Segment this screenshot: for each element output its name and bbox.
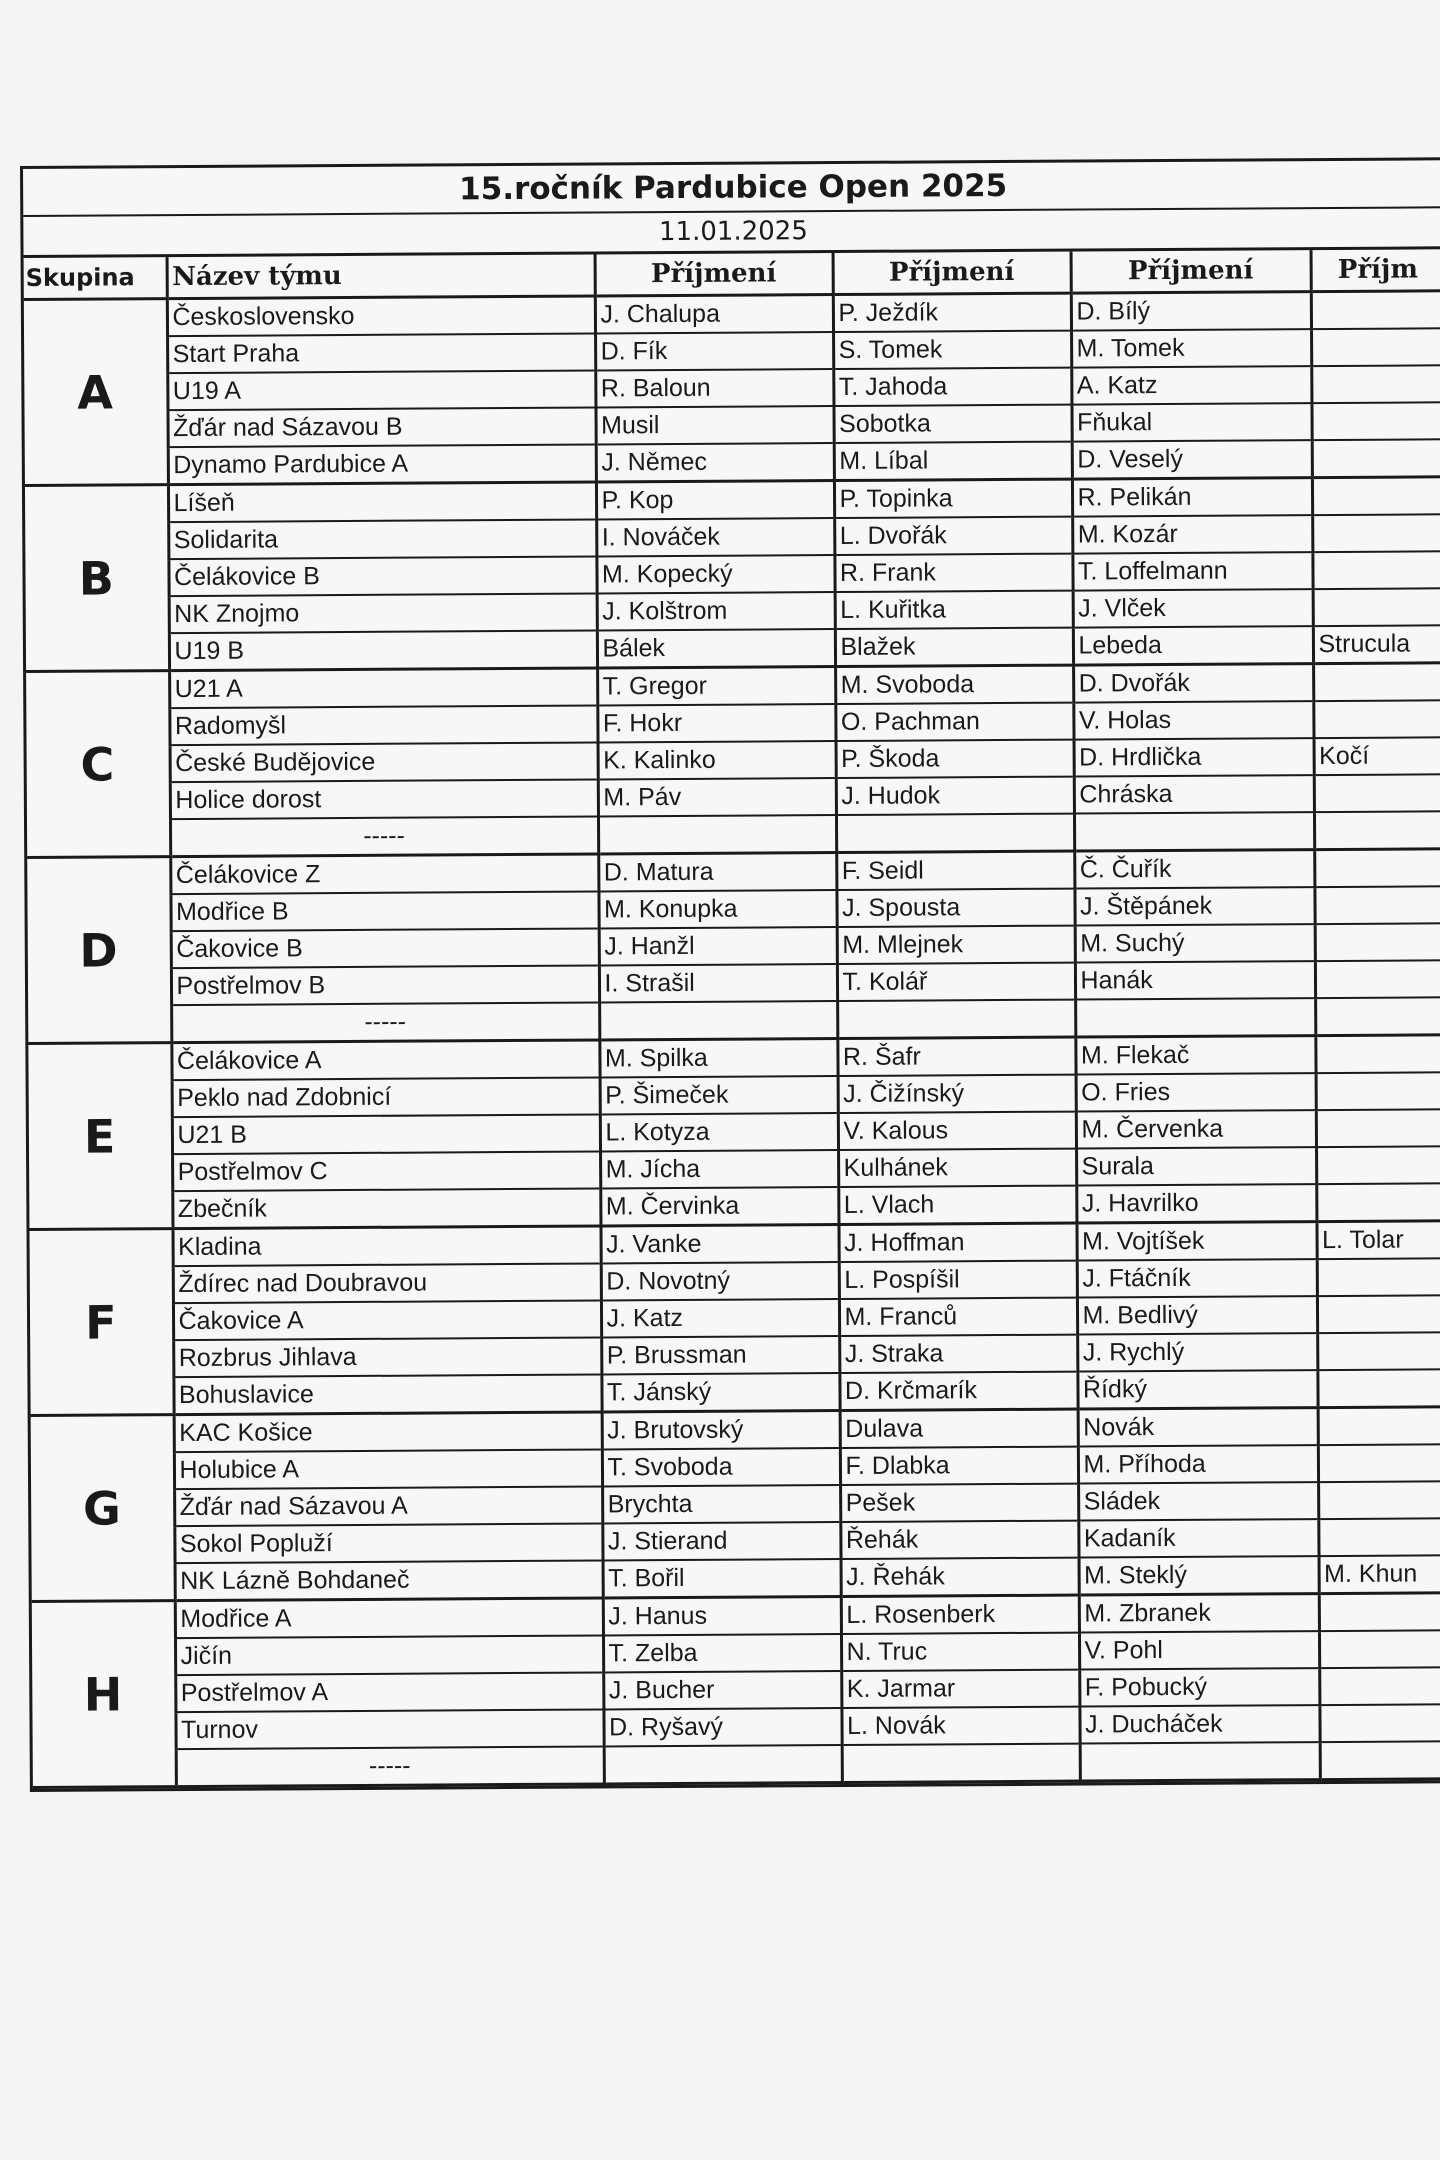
player-3-cell: V. Holas — [1073, 701, 1313, 739]
team-name-cell: ----- — [171, 1002, 599, 1042]
player-3-cell: D. Veselý — [1072, 440, 1312, 479]
player-4-cell — [1319, 1667, 1440, 1705]
player-1-cell: M. Páv — [598, 778, 836, 816]
schedule-document — [20, 157, 1440, 1792]
player-2-cell: J. Hoffman — [838, 1223, 1076, 1262]
team-name-cell: Radomyšl — [169, 705, 597, 745]
player-2-cell: L. Vlach — [838, 1186, 1076, 1225]
player-1-cell: I. Strašil — [599, 964, 837, 1002]
team-name-cell: Čakovice A — [173, 1300, 601, 1340]
team-name-cell: Čakovice B — [171, 928, 599, 968]
player-1-cell: M. Konupka — [598, 890, 836, 928]
player-4-cell — [1315, 1035, 1440, 1073]
player-3-cell: J. Ftáčník — [1077, 1259, 1317, 1297]
player-2-cell: T. Jahoda — [833, 368, 1071, 406]
team-name-cell: Rozbrus Jihlava — [173, 1337, 601, 1377]
team-name-cell: ----- — [176, 1746, 604, 1786]
document-title: 15.ročník Pardubice Open 2025 — [23, 160, 1440, 217]
group-label: D — [27, 857, 171, 1044]
player-1-cell: M. Jícha — [600, 1150, 838, 1188]
player-3-cell: D. Bílý — [1071, 292, 1311, 331]
team-name-cell: Modřice A — [175, 1598, 603, 1638]
team-name-cell: U21 A — [169, 668, 597, 708]
groups-table — [24, 249, 1440, 1789]
player-4-cell — [1315, 923, 1440, 961]
team-name-cell: Postřelmov B — [171, 965, 599, 1005]
player-4-cell — [1312, 439, 1440, 477]
player-2-cell: D. Krčmarík — [839, 1372, 1077, 1411]
player-1-cell: J. Chalupa — [595, 295, 833, 334]
player-4-cell — [1312, 477, 1440, 515]
player-1-cell: K. Kalinko — [598, 741, 836, 779]
player-1-cell: J. Hanžl — [599, 927, 837, 965]
team-name-cell: ----- — [170, 816, 598, 856]
team-name-cell: Start Praha — [167, 333, 595, 373]
player-1-cell: P. Šimeček — [600, 1076, 838, 1114]
player-3-cell — [1075, 998, 1315, 1037]
team-name-cell: Holice dorost — [170, 779, 598, 819]
player-2-cell: M. Líbal — [834, 442, 1072, 481]
team-name-cell: Postřelmov C — [172, 1151, 600, 1191]
player-3-cell: D. Dvořák — [1073, 664, 1313, 703]
player-3-cell: M. Suchý — [1075, 924, 1315, 962]
header-surname-1: Příjmení — [595, 253, 833, 296]
player-4-cell: Kočí — [1314, 737, 1440, 775]
player-3-cell: J. Ducháček — [1079, 1705, 1319, 1743]
team-name-cell: Čelákovice Z — [170, 854, 598, 894]
team-name-cell: U19 A — [167, 370, 595, 410]
player-2-cell: F. Dlabka — [840, 1447, 1078, 1485]
team-name-cell: Peklo nad Zdobnicí — [172, 1077, 600, 1117]
header-surname-4: Příjm — [1311, 249, 1440, 291]
player-4-cell — [1317, 1258, 1440, 1296]
player-1-cell: T. Jánský — [601, 1373, 839, 1412]
player-3-cell: Chráska — [1074, 775, 1314, 813]
player-3-cell: Hanák — [1075, 961, 1315, 999]
player-4-cell — [1316, 1109, 1440, 1147]
team-name-cell: KAC Košice — [174, 1412, 602, 1452]
team-name-cell: Žďár nad Sázavou B — [167, 407, 595, 447]
player-3-cell: A. Katz — [1071, 366, 1311, 404]
player-1-cell: T. Zelba — [603, 1634, 841, 1672]
player-2-cell: K. Jarmar — [841, 1670, 1079, 1708]
player-1-cell: Brychta — [602, 1485, 840, 1523]
player-1-cell: M. Spilka — [599, 1039, 837, 1078]
team-name-cell: NK Lázně Bohdaneč — [175, 1560, 603, 1600]
team-name-cell: Zbečník — [172, 1188, 600, 1228]
player-1-cell: T. Gregor — [597, 667, 835, 706]
header-team-name: Název týmu — [167, 254, 595, 298]
player-1-cell: J. Brutovský — [602, 1411, 840, 1450]
player-1-cell — [598, 815, 836, 854]
player-2-cell: L. Pospíšil — [839, 1261, 1077, 1299]
player-2-cell: J. Čižínský — [838, 1075, 1076, 1113]
player-3-cell: M. Flekač — [1075, 1036, 1315, 1075]
player-1-cell: L. Kotyza — [600, 1113, 838, 1151]
player-2-cell: J. Hudok — [836, 777, 1074, 815]
player-3-cell: M. Příhoda — [1078, 1445, 1318, 1483]
player-1-cell: F. Hokr — [597, 704, 835, 742]
document-date: 11.01.2025 — [23, 208, 1440, 258]
player-3-cell: M. Bedlivý — [1077, 1296, 1317, 1334]
player-3-cell: M. Červenka — [1076, 1110, 1316, 1148]
player-4-cell — [1311, 402, 1440, 440]
team-name-cell: NK Znojmo — [169, 593, 597, 633]
player-4-cell — [1318, 1407, 1440, 1445]
player-3-cell — [1080, 1742, 1320, 1781]
player-4-cell — [1315, 997, 1440, 1035]
player-3-cell — [1074, 812, 1314, 851]
player-2-cell — [842, 1744, 1080, 1783]
player-4-cell: M. Khun — [1319, 1555, 1440, 1593]
team-name-cell: Modřice B — [170, 891, 598, 931]
player-2-cell: T. Kolář — [837, 963, 1075, 1001]
group-label: A — [24, 299, 168, 486]
player-4-cell — [1318, 1518, 1440, 1556]
player-2-cell: F. Seidl — [836, 851, 1074, 890]
player-3-cell: M. Steklý — [1079, 1556, 1319, 1595]
player-4-cell — [1313, 663, 1440, 701]
player-2-cell: L. Dvořák — [834, 517, 1072, 555]
group-label: E — [28, 1043, 172, 1230]
player-4-cell — [1319, 1593, 1440, 1631]
player-4-cell — [1314, 811, 1440, 849]
player-1-cell: T. Bořil — [603, 1559, 841, 1598]
player-3-cell: D. Hrdlička — [1074, 738, 1314, 776]
player-3-cell: T. Loffelmann — [1072, 552, 1312, 590]
player-2-cell: P. Škoda — [836, 740, 1074, 778]
player-3-cell: V. Pohl — [1079, 1631, 1319, 1669]
team-name-cell: Žďár nad Sázavou A — [174, 1486, 602, 1526]
player-3-cell: O. Fries — [1076, 1073, 1316, 1111]
player-3-cell: J. Rychlý — [1077, 1333, 1317, 1371]
player-2-cell: Pešek — [840, 1484, 1078, 1522]
player-3-cell: M. Tomek — [1071, 329, 1311, 367]
header-group: Skupina — [24, 257, 167, 299]
team-name-cell: Ždírec nad Doubravou — [173, 1263, 601, 1303]
player-4-cell — [1312, 551, 1440, 589]
team-name-cell: České Budějovice — [170, 742, 598, 782]
header-surname-2: Příjmení — [833, 252, 1071, 295]
player-1-cell: J. Kolštrom — [597, 592, 835, 630]
player-1-cell — [604, 1745, 842, 1784]
team-name-cell: Čelákovice A — [171, 1040, 599, 1080]
table-row — [33, 1741, 1440, 1787]
player-1-cell: D. Fík — [595, 332, 833, 370]
player-1-cell: J. Hanus — [603, 1597, 841, 1636]
player-3-cell: M. Kozár — [1072, 515, 1312, 553]
player-2-cell — [837, 1000, 1075, 1039]
player-1-cell: M. Červinka — [600, 1187, 838, 1226]
player-2-cell: N. Truc — [841, 1633, 1079, 1671]
team-name-cell: Líšeň — [168, 482, 596, 522]
team-name-cell: Dynamo Pardubice A — [168, 444, 596, 484]
group-label: H — [32, 1601, 176, 1788]
player-4-cell — [1313, 588, 1440, 626]
player-4-cell — [1316, 1146, 1440, 1184]
player-3-cell: Surala — [1076, 1147, 1316, 1185]
group-label: C — [26, 671, 170, 858]
team-name-cell: Turnov — [175, 1709, 603, 1749]
player-4-cell — [1315, 960, 1440, 998]
team-name-cell: Čelákovice B — [168, 556, 596, 596]
player-1-cell: J. Bucher — [603, 1671, 841, 1709]
player-2-cell: M. Mlejnek — [837, 926, 1075, 964]
header-surname-3: Příjmení — [1071, 250, 1311, 293]
player-2-cell: Blažek — [835, 628, 1073, 667]
team-name-cell: Kladina — [172, 1226, 600, 1266]
player-4-cell — [1320, 1741, 1440, 1779]
player-2-cell: L. Kuřitka — [835, 591, 1073, 629]
player-4-cell — [1312, 514, 1440, 552]
player-2-cell: M. Franců — [839, 1298, 1077, 1336]
player-1-cell: Musil — [595, 406, 833, 444]
player-2-cell: J. Straka — [839, 1335, 1077, 1373]
player-3-cell: R. Pelikán — [1072, 478, 1312, 517]
player-1-cell — [599, 1001, 837, 1040]
player-3-cell: Řídký — [1077, 1370, 1317, 1409]
player-4-cell — [1317, 1332, 1440, 1370]
player-4-cell — [1319, 1630, 1440, 1668]
player-4-cell — [1313, 700, 1440, 738]
player-2-cell: Dulava — [840, 1409, 1078, 1448]
table-body — [24, 291, 1440, 1788]
player-4-cell — [1319, 1704, 1440, 1742]
player-3-cell: Novák — [1078, 1408, 1318, 1447]
player-1-cell: J. Katz — [601, 1299, 839, 1337]
player-1-cell: P. Brussman — [601, 1336, 839, 1374]
player-4-cell — [1316, 1183, 1440, 1221]
player-4-cell — [1311, 291, 1440, 329]
player-1-cell: P. Kop — [596, 481, 834, 520]
player-4-cell — [1318, 1481, 1440, 1519]
player-2-cell: M. Svoboda — [835, 665, 1073, 704]
player-2-cell: J. Řehák — [841, 1558, 1079, 1597]
player-3-cell: Kadaník — [1078, 1519, 1318, 1557]
player-3-cell: J. Vlček — [1073, 589, 1313, 627]
team-name-cell: Sokol Popluží — [174, 1523, 602, 1563]
player-2-cell: R. Šafr — [837, 1037, 1075, 1076]
player-2-cell: J. Spousta — [836, 889, 1074, 927]
player-2-cell: S. Tomek — [833, 331, 1071, 369]
player-1-cell: I. Nováček — [596, 518, 834, 556]
player-2-cell: P. Ježdík — [833, 293, 1071, 332]
player-4-cell — [1317, 1295, 1440, 1333]
player-3-cell: M. Vojtíšek — [1076, 1222, 1316, 1261]
player-4-cell — [1314, 774, 1440, 812]
player-4-cell — [1311, 365, 1440, 403]
player-4-cell — [1311, 328, 1440, 366]
player-2-cell: V. Kalous — [838, 1112, 1076, 1150]
player-4-cell — [1314, 886, 1440, 924]
player-3-cell: J. Havrilko — [1076, 1184, 1316, 1223]
player-2-cell — [836, 814, 1074, 853]
player-2-cell: Kulhánek — [838, 1149, 1076, 1187]
player-3-cell: Fňukal — [1071, 403, 1311, 441]
player-1-cell: Bálek — [597, 629, 835, 668]
player-1-cell: D. Ryšavý — [603, 1708, 841, 1746]
player-2-cell: O. Pachman — [835, 703, 1073, 741]
player-3-cell: J. Štěpánek — [1074, 887, 1314, 925]
team-name-cell: Holubice A — [174, 1449, 602, 1489]
player-4-cell: Strucula — [1313, 625, 1440, 663]
player-1-cell: J. Vanke — [600, 1225, 838, 1264]
team-name-cell: U21 B — [172, 1114, 600, 1154]
player-1-cell: R. Baloun — [595, 369, 833, 407]
player-3-cell: M. Zbranek — [1079, 1594, 1319, 1633]
team-name-cell: Československo — [167, 296, 595, 336]
player-4-cell — [1316, 1072, 1440, 1110]
player-1-cell: M. Kopecký — [596, 555, 834, 593]
group-label: G — [31, 1415, 175, 1602]
player-3-cell: Č. Čuřík — [1074, 850, 1314, 889]
team-name-cell: Solidarita — [168, 519, 596, 559]
player-1-cell: D. Matura — [598, 853, 836, 892]
player-2-cell: L. Novák — [841, 1707, 1079, 1745]
player-4-cell — [1317, 1369, 1440, 1407]
player-1-cell: D. Novotný — [601, 1262, 839, 1300]
player-2-cell: L. Rosenberk — [841, 1595, 1079, 1634]
player-1-cell: T. Svoboda — [602, 1448, 840, 1486]
player-3-cell: F. Pobucký — [1079, 1668, 1319, 1706]
team-name-cell: Jičín — [175, 1635, 603, 1675]
player-2-cell: R. Frank — [834, 554, 1072, 592]
player-2-cell: Řehák — [840, 1521, 1078, 1559]
player-2-cell: Sobotka — [833, 405, 1071, 443]
player-3-cell: Sládek — [1078, 1482, 1318, 1520]
team-name-cell: Postřelmov A — [175, 1672, 603, 1712]
player-4-cell: L. Tolar — [1316, 1221, 1440, 1259]
player-4-cell — [1314, 849, 1440, 887]
team-name-cell: U19 B — [169, 630, 597, 670]
player-1-cell: J. Stierand — [602, 1522, 840, 1560]
group-label: F — [29, 1229, 173, 1416]
player-4-cell — [1318, 1444, 1440, 1482]
team-name-cell: Bohuslavice — [173, 1374, 601, 1414]
group-label: B — [25, 485, 169, 672]
player-3-cell: Lebeda — [1073, 626, 1313, 665]
player-1-cell: J. Němec — [596, 443, 834, 482]
player-2-cell: P. Topinka — [834, 479, 1072, 518]
